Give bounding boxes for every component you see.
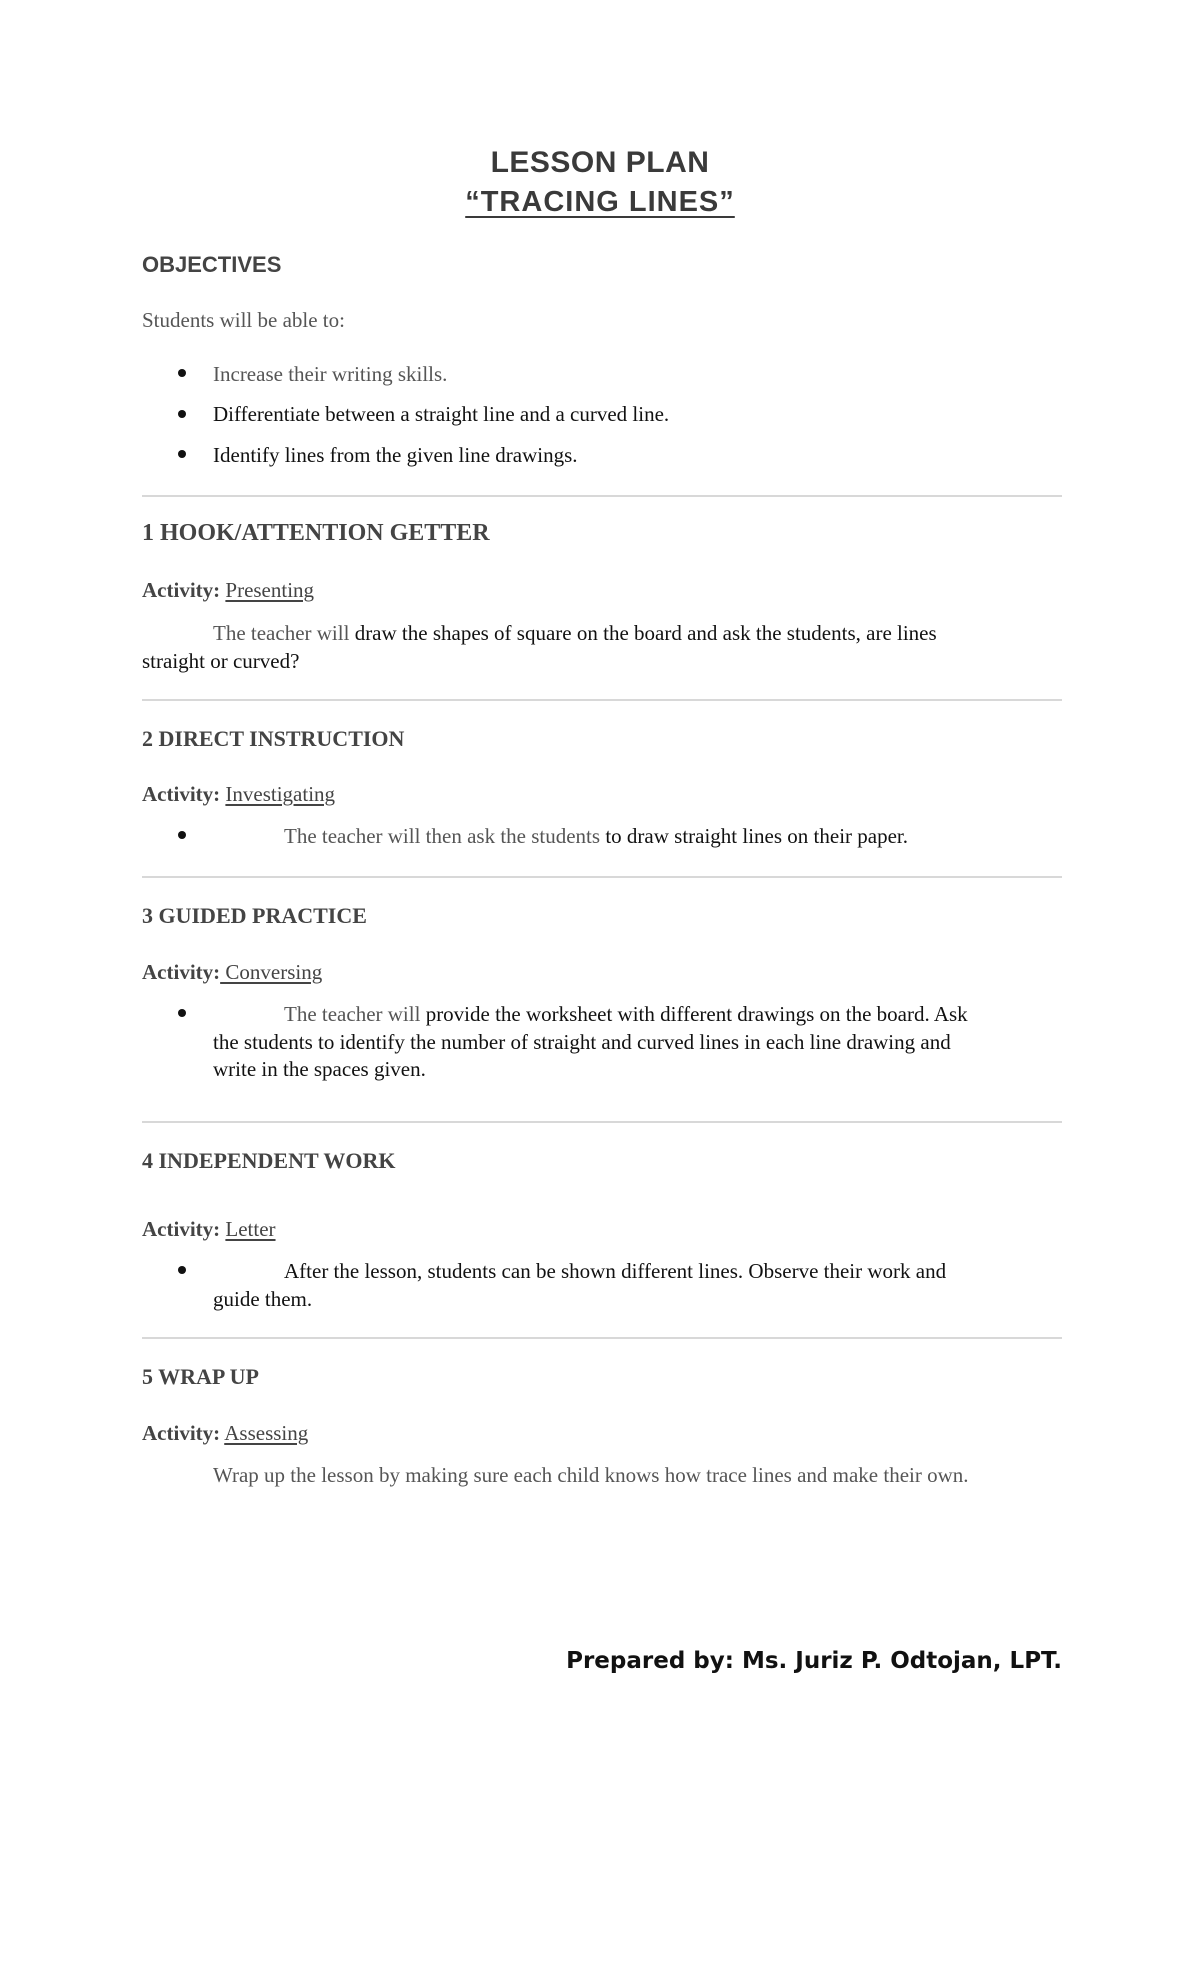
activity-value: Letter bbox=[225, 1217, 276, 1241]
bullet-icon bbox=[178, 1009, 186, 1017]
section-text-line2: the students to identify the number of straight and curved lines in each line drawing and bbox=[213, 1030, 951, 1054]
objective-item: Increase their writing skills. bbox=[213, 362, 448, 386]
section-heading-independent-work: 4 INDEPENDENT WORK bbox=[142, 1148, 396, 1173]
section-text-independent: After the lesson, students can be shown different lines. Observe their work and bbox=[284, 1259, 947, 1283]
activity-line-wrapup bbox=[142, 1421, 308, 1446]
activity-value: Assessing bbox=[224, 1421, 309, 1445]
objectives-intro: Students will be able to: bbox=[142, 308, 345, 332]
bullet-icon bbox=[178, 831, 186, 839]
activity-value: Investigating bbox=[225, 782, 336, 806]
bullet-icon bbox=[178, 450, 186, 458]
text-lead: The teacher will bbox=[284, 1002, 421, 1026]
text-rest: provide the worksheet with different drawings on the board. Ask bbox=[420, 1002, 968, 1026]
bullet-icon bbox=[178, 1266, 186, 1274]
section-heading-direct-instruction: 2 DIRECT INSTRUCTION bbox=[142, 726, 405, 751]
text-lead: The teacher will bbox=[213, 621, 350, 645]
activity-line-independent bbox=[142, 1217, 276, 1242]
section-text-wrapup: Wrap up the lesson by making sure each child knows how trace lines and make their own. bbox=[213, 1463, 969, 1487]
activity-label: Activity: bbox=[142, 578, 221, 602]
section-divider bbox=[142, 1121, 1062, 1123]
section-divider bbox=[142, 1337, 1062, 1339]
objective-item: Identify lines from the given line drawings. bbox=[213, 443, 578, 467]
activity-line-hook bbox=[142, 578, 314, 603]
activity-line-guided bbox=[142, 960, 322, 985]
activity-line-direct bbox=[142, 782, 335, 807]
bullet-icon bbox=[178, 369, 186, 377]
section-divider bbox=[142, 876, 1062, 878]
section-text-hook bbox=[213, 619, 937, 647]
document-subtitle: “TRACING LINES” bbox=[465, 186, 735, 218]
section-text-direct bbox=[284, 822, 908, 850]
objective-item: Differentiate between a straight line and a curved line. bbox=[213, 402, 670, 426]
activity-value: Presenting bbox=[225, 578, 315, 602]
section-text-line2: straight or curved? bbox=[142, 649, 300, 673]
activity-label: Activity: bbox=[142, 1421, 221, 1445]
text-lead: The teacher will then ask the students bbox=[284, 824, 601, 848]
text-rest: to draw straight lines on their paper. bbox=[600, 824, 909, 848]
section-text-line2: guide them. bbox=[213, 1287, 313, 1311]
document-title: LESSON PLAN bbox=[490, 146, 710, 179]
section-heading-guided-practice: 3 GUIDED PRACTICE bbox=[142, 903, 367, 928]
activity-value: Conversing bbox=[220, 960, 323, 984]
section-divider bbox=[142, 495, 1062, 497]
section-text-line3: write in the spaces given. bbox=[213, 1057, 426, 1081]
activity-label: Activity: bbox=[142, 1217, 221, 1241]
activity-label: Activity: bbox=[142, 960, 221, 984]
activity-label: Activity: bbox=[142, 782, 221, 806]
objectives-heading: OBJECTIVES bbox=[142, 252, 282, 277]
section-heading-wrap-up: 5 WRAP UP bbox=[142, 1364, 259, 1389]
section-divider bbox=[142, 699, 1062, 701]
section-text-guided bbox=[284, 1000, 968, 1028]
section-heading-hook: 1 HOOK/ATTENTION GETTER bbox=[142, 520, 490, 546]
bullet-icon bbox=[178, 410, 186, 418]
text-rest: draw the shapes of square on the board and ask the students, are lines bbox=[349, 621, 937, 645]
prepared-by: Prepared by: Ms. Juriz P. Odtojan, LPT. bbox=[566, 1648, 1062, 1674]
